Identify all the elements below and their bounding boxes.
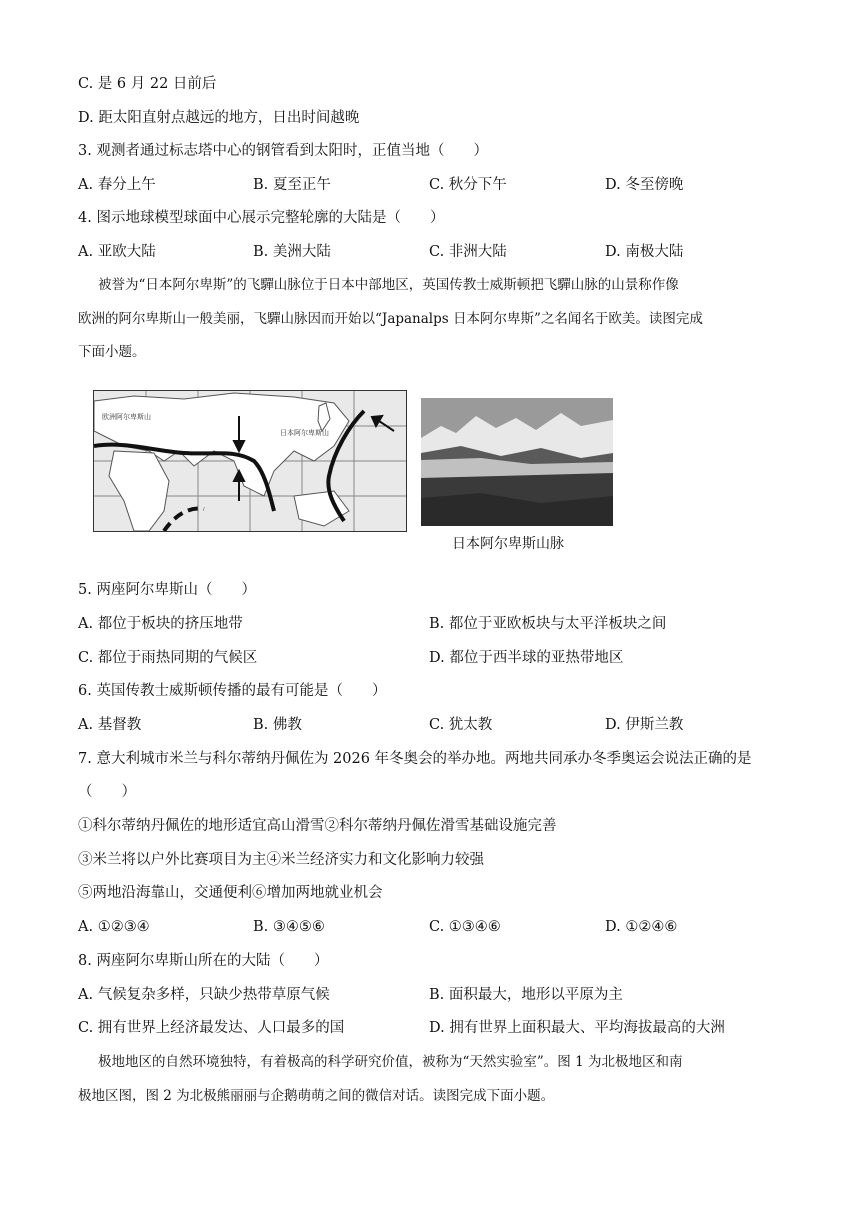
q4-option-a: A. 亚欧大陆 (78, 244, 156, 260)
q5-option-a: A. 都位于板块的挤压地带 (78, 616, 243, 632)
q3-option-b: B. 夏至正午 (253, 177, 331, 193)
q4-option-c: C. 非洲大陆 (429, 244, 507, 260)
map-label-europe-alps: 欧洲阿尔卑斯山 (102, 413, 151, 421)
passage1-line2: 欧洲的阿尔卑斯山一般美丽，飞驒山脉因而开始以“Japanalps 日本阿尔卑斯”之名闻名于欧美。读图完成 (78, 311, 703, 327)
passage1-line1: 被誉为“日本阿尔卑斯”的飞驒山脉位于日本中部地区，英国传教士威斯顿把飞驒山脉的山景称作像 (98, 277, 679, 293)
japan-alps-photo (421, 398, 613, 526)
passage1-line3: 下面小题。 (78, 344, 146, 360)
q6-stem: 6. 英国传教士威斯顿传播的最有可能是（ ） (78, 683, 387, 699)
q7-item3: ⑤两地沿海靠山，交通便利⑥增加两地就业机会 (78, 885, 383, 901)
passage2-line1: 极地地区的自然环境独特，有着极高的科学研究价值，被称为“天然实验室”。图 1 为北极地区和南 (98, 1054, 683, 1070)
passage2-line2: 极地区图，图 2 为北极熊丽丽与企鹅萌萌之间的微信对话。读图完成下面小题。 (78, 1088, 555, 1104)
q7-option-b: B. ③④⑤⑥ (253, 919, 325, 935)
q5-stem: 5. 两座阿尔卑斯山（ ） (78, 582, 256, 598)
q5-option-d: D. 都位于西半球的亚热带地区 (429, 650, 624, 666)
q6-option-d: D. 伊斯兰教 (605, 717, 684, 733)
q8-option-d: D. 拥有世界上面积最大、平均海拔最高的大洲 (429, 1020, 725, 1036)
q8-option-b: B. 面积最大，地形以平原为主 (429, 987, 623, 1003)
q6-option-b: B. 佛教 (253, 717, 302, 733)
q7-paren: （ ） (78, 784, 136, 800)
q4-stem: 4. 图示地球模型球面中心展示完整轮廓的大陆是（ ） (78, 210, 445, 226)
q3-option-c: C. 秋分下午 (429, 177, 507, 193)
q6-option-c: C. 犹太教 (429, 717, 493, 733)
q5-option-c: C. 都位于雨热同期的气候区 (78, 650, 258, 666)
q4-option-d: D. 南极大陆 (605, 244, 684, 260)
q5-option-b: B. 都位于亚欧板块与太平洋板块之间 (429, 616, 667, 632)
q2-option-c: C. 是 6 月 22 日前后 (78, 76, 217, 92)
q7-option-d: D. ①②④⑥ (605, 919, 678, 935)
q7-option-a: A. ①②③④ (78, 919, 150, 935)
photo-svg (421, 398, 613, 526)
q3-stem: 3. 观测者通过标志塔中心的钢管看到太阳时，正值当地（ ） (78, 143, 488, 159)
q2-option-d: D. 距太阳直射点越远的地方，日出时间越晚 (78, 110, 360, 126)
map-label-japan-alps: 日本阿尔卑斯山 (280, 429, 329, 437)
q7-stem: 7. 意大利城市米兰与科尔蒂纳丹佩佐为 2026 年冬奥会的举办地。两地共同承办冬季奥运会说法正确的是 (78, 751, 752, 767)
q3-option-a: A. 春分上午 (78, 177, 156, 193)
q7-item1: ①科尔蒂纳丹佩佐的地形适宜高山滑雪②科尔蒂纳丹佩佐滑雪基础设施完善 (78, 818, 557, 834)
world-map-figure (93, 390, 407, 532)
q4-option-b: B. 美洲大陆 (253, 244, 331, 260)
q7-option-c: C. ①③④⑥ (429, 919, 501, 935)
q8-option-c: C. 拥有世界上经济最发达、人口最多的国 (78, 1020, 345, 1036)
photo-caption: 日本阿尔卑斯山脉 (452, 536, 564, 552)
q8-stem: 8. 两座阿尔卑斯山所在的大陆（ ） (78, 953, 329, 969)
map-svg (94, 391, 406, 531)
q3-option-d: D. 冬至傍晚 (605, 177, 684, 193)
q7-item2: ③米兰将以户外比赛项目为主④米兰经济实力和文化影响力较强 (78, 852, 484, 868)
q8-option-a: A. 气候复杂多样，只缺少热带草原气候 (78, 987, 330, 1003)
q6-option-a: A. 基督教 (78, 717, 142, 733)
